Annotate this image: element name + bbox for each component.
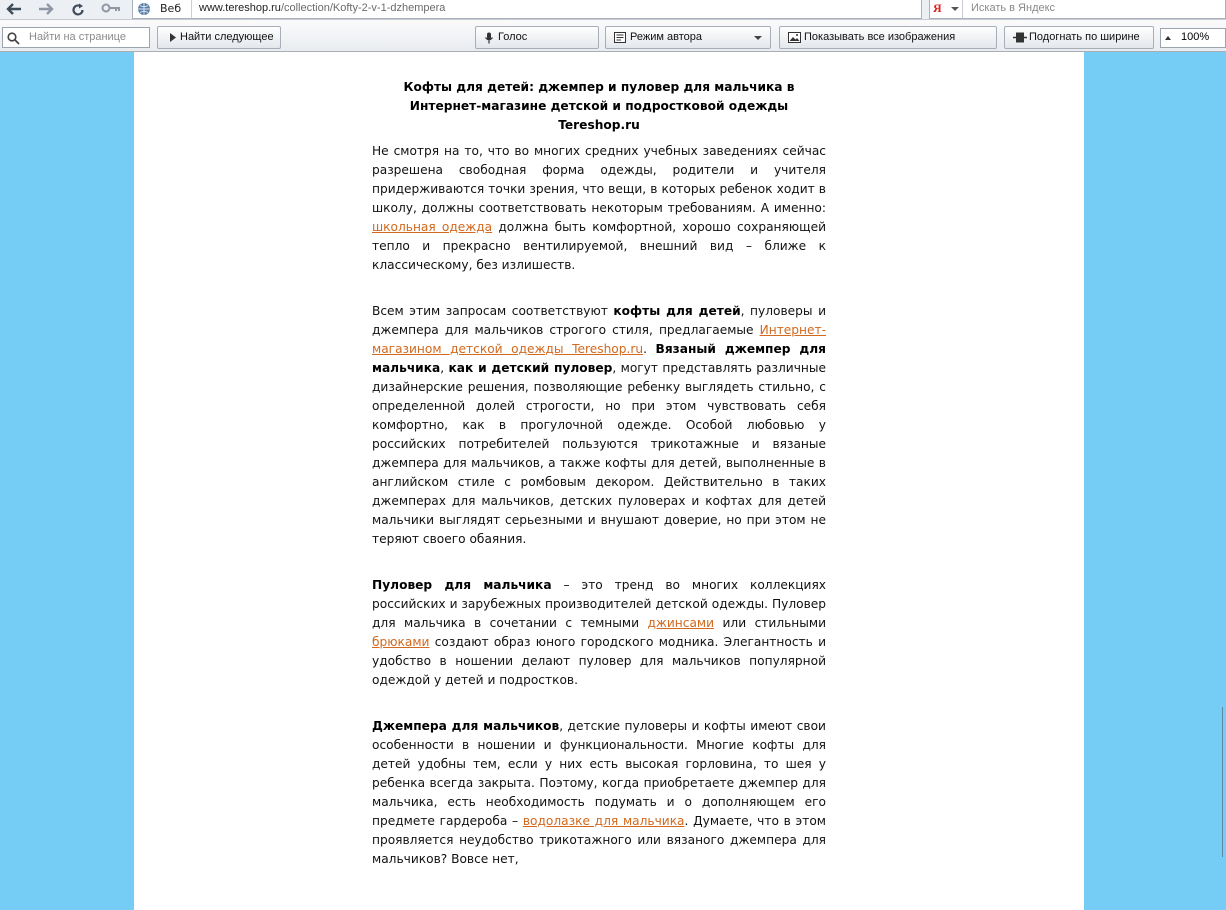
text: должна быть комфортной, хорошо сохраняющей тепло и прекрасно вентилируемой, внешний вид – ближе к классическому, без излишеств. xyxy=(372,220,827,272)
address-field[interactable] xyxy=(132,0,922,19)
zoom-value: 100% xyxy=(1181,31,1210,43)
web-label: Веб xyxy=(160,2,182,15)
show-images-label: Показывать все изображения xyxy=(804,31,956,43)
fit-width-label: Подогнать по ширине xyxy=(1029,31,1140,43)
find-on-page-input[interactable] xyxy=(2,27,150,48)
trousers-link[interactable]: брюками xyxy=(372,635,430,649)
search-field[interactable] xyxy=(929,0,1226,19)
url-text[interactable] xyxy=(199,2,445,14)
chevron-down-icon[interactable] xyxy=(951,7,959,11)
page-viewport xyxy=(0,52,1226,910)
bold-text: Вязаный джемпер для мальчика xyxy=(372,342,826,375)
bold-text: Пуловер для мальчика xyxy=(372,578,552,592)
page-layout-icon xyxy=(614,32,626,43)
yandex-logo-icon[interactable]: Я xyxy=(933,1,942,15)
fit-to-width-button[interactable] xyxy=(1004,26,1154,49)
page-title: Кофты для детей: джемпер и пуловер для мальчика в Интернет-магазине детской и подростковой одежды Tereshop.ru xyxy=(403,80,795,132)
toolbar xyxy=(0,20,1226,52)
voice-label: Голос xyxy=(498,31,528,43)
image-icon xyxy=(788,32,801,43)
url-path: /collection/Kofty-2-v-1-dzhempera xyxy=(280,2,446,14)
text: . Думаете, что в этом проявляется неудобство трикотажного или вязаного джемпера для мальчиков? Вовсе нет, xyxy=(372,814,826,866)
bold-text: Джемпера для мальчиков xyxy=(372,719,560,733)
divider xyxy=(962,0,963,18)
zoom-up-arrow-icon[interactable] xyxy=(1165,36,1171,40)
globe-icon xyxy=(137,2,151,16)
text: – это тренд во многих коллекциях российских и зарубежных производителей детской одежды. Пуловер для мальчика в сочетании с темными xyxy=(372,578,827,630)
text: , могут представлять различные дизайнерские решения, позволяющие ребенку выглядеть стильно, с определенной долей строгости, но при этом чувствовать себя комфортно, как в прогулочной одежде. Особой любовью у российских потребителей пользуются трикотажные и вязаные джемпера для мальчиков, а также кофты для детей, выполненные в английском стиле с ромбовым декором. Действительно в таких джемперах для мальчиков, детских пуловерах и кофтах для детей мальчики выглядят серьезными и внушают доверие, но при этом не теряют своего обаяния. xyxy=(372,361,826,546)
article-paragraph-1 xyxy=(372,142,826,275)
jeans-link[interactable]: джинсами xyxy=(647,616,715,630)
text: , детские пуловеры и кофты имеют свои особенности в ношении и функциональности. Многие кофты для детей удобны тем, если у них есть высокая горловина, то шея у ребенка всегда закрыта. Поэтому, когда приобретаете джемпер для мальчика, есть необходимость подумать и о дополняющем его предмете гардероба – xyxy=(372,719,826,828)
microphone-icon xyxy=(484,32,494,44)
fit-width-icon xyxy=(1013,32,1027,43)
url-host: www.tereshop.ru xyxy=(199,2,281,14)
turtleneck-link[interactable]: водолазке для мальчика xyxy=(522,814,685,828)
chevron-down-icon xyxy=(754,36,762,40)
text: создают образ юного городского модника. Элегантность и удобство в ношении делают пуловер для мальчиков популярной одеждой у детей и подростков. xyxy=(372,635,826,687)
article-paragraph-2 xyxy=(372,302,826,549)
text: , xyxy=(440,361,449,375)
school-clothes-link[interactable]: школьная одежда xyxy=(372,220,493,234)
back-arrow-icon[interactable] xyxy=(2,1,26,18)
forward-arrow-icon[interactable] xyxy=(34,1,58,18)
bold-text: кофты для детей xyxy=(613,304,741,318)
voice-button[interactable] xyxy=(475,26,599,49)
page-content-area xyxy=(134,52,1084,910)
key-icon[interactable] xyxy=(98,1,124,18)
find-next-label: Найти следующее xyxy=(180,31,274,43)
find-next-button[interactable] xyxy=(157,26,281,49)
bold-text: как и детский пуловер xyxy=(448,361,613,375)
text: . xyxy=(643,342,656,356)
search-placeholder: Искать в Яндекс xyxy=(971,2,1056,14)
text: или стильными xyxy=(714,616,826,630)
play-icon xyxy=(168,32,178,43)
article-paragraph-4 xyxy=(372,717,826,869)
zoom-selector[interactable] xyxy=(1160,28,1226,48)
text: , пуловеры и джемпера для мальчиков строгого стиля, предлагаемые xyxy=(372,304,826,337)
find-placeholder: Найти на странице xyxy=(29,31,126,43)
reload-icon[interactable] xyxy=(66,1,90,18)
search-icon xyxy=(7,32,20,45)
address-bar-row xyxy=(0,0,1226,20)
divider xyxy=(191,0,192,18)
article xyxy=(372,78,826,869)
article-paragraph-3 xyxy=(372,576,826,690)
text: Всем этим запросам соответствуют xyxy=(372,304,614,318)
show-all-images-button[interactable] xyxy=(779,26,997,49)
text: Не смотря на то, что во многих средних учебных заведениях сейчас разрешена свободная форма одежды, родители и учителя придерживаются точки зрения, что вещи, в которых ребенок ходит в школу, должны соответствовать некоторым требованиям. А именно: xyxy=(372,144,826,215)
scrollbar-edge[interactable] xyxy=(1222,707,1226,857)
author-mode-dropdown[interactable] xyxy=(605,26,771,49)
store-link[interactable]: Интернет-магазином детской одежды Tereshop.ru xyxy=(372,323,826,356)
author-mode-label: Режим автора xyxy=(630,31,702,43)
